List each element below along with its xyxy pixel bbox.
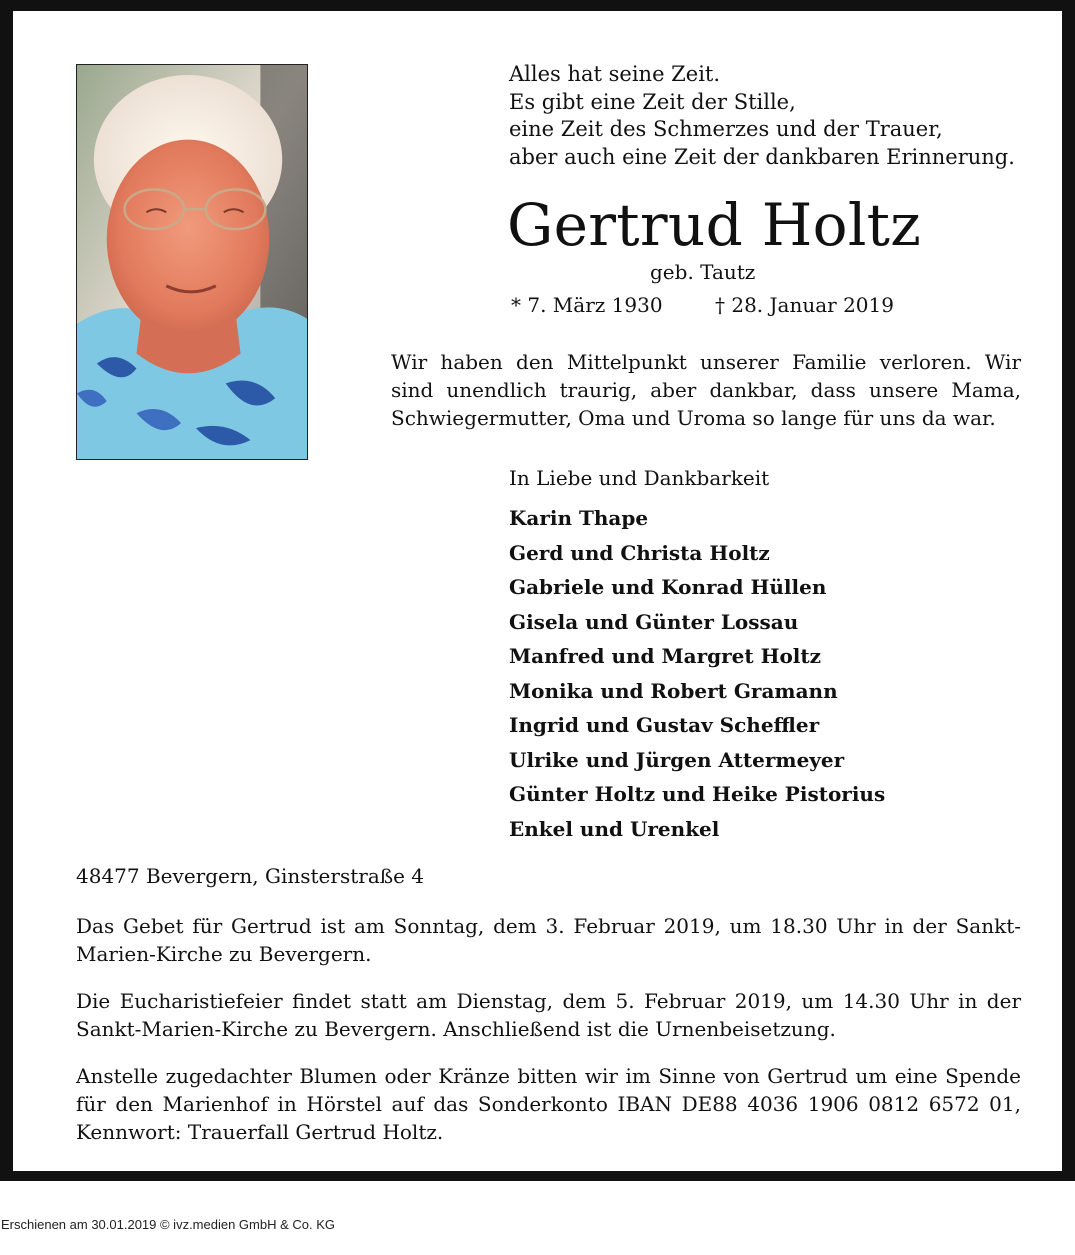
deceased-name: Gertrud Holtz (507, 191, 922, 259)
mourner-item: Ingrid und Gustav Scheffler (509, 713, 820, 737)
mourner-list (509, 501, 885, 846)
mourner-item: Günter Holtz und Heike Pistorius (509, 782, 886, 806)
portrait-icon (77, 65, 307, 459)
death-date: † 28. Januar 2019 (715, 293, 894, 317)
prayer-notice: Das Gebet für Gertrud ist am Sonntag, dem 3. Februar 2019, um 18.30 Uhr in der Sankt-Marien-Kirche zu Bevergern. (76, 914, 1021, 966)
mourner-item: Enkel und Urenkel (509, 816, 720, 841)
publication-footer: Erschienen am 30.01.2019 © ivz.medien GmbH & Co. KG (1, 1217, 336, 1232)
mourner-item: Ulrike und Jürgen Attermeyer (509, 747, 845, 772)
mourner-item: Manfred und Margret Holtz (509, 644, 821, 668)
closing-line: In Liebe und Dankbarkeit (509, 466, 770, 490)
portrait-photo (76, 64, 308, 460)
mourner-item: Karin Thape (509, 506, 649, 530)
mourner-item: Gabriele und Konrad Hüllen (509, 575, 827, 599)
verse (509, 61, 1015, 171)
maiden-name: geb. Tautz (650, 260, 756, 284)
birth-date: * 7. März 1930 (511, 293, 663, 317)
verse-line: aber auch eine Zeit der dankbaren Erinnerung. (509, 144, 1015, 169)
family-message: Wir haben den Mittelpunkt unserer Familie verloren. Wir sind unendlich traurig, aber dankbar, dass unsere Mama, Schwiegermutter, Oma und Uroma so lange für uns da war. (391, 350, 1021, 430)
verse-line: Alles hat seine Zeit. (509, 62, 721, 86)
mourner-item: Gerd und Christa Holtz (509, 540, 770, 565)
eucharist-notice: Die Eucharistiefeier findet statt am Dienstag, dem 5. Februar 2019, um 14.30 Uhr in der Sankt-Marien-Kirche zu Bevergern. Anschließend ist die Urnenbeisetzung. (76, 989, 1021, 1041)
mourner-item: Gisela und Günter Lossau (509, 609, 799, 634)
verse-line: Es gibt eine Zeit der Stille, (509, 89, 796, 114)
address: 48477 Bevergern, Ginsterstraße 4 (76, 864, 425, 888)
mourner-item: Monika und Robert Gramann (509, 678, 838, 703)
donation-notice: Anstelle zugedachter Blumen oder Kränze bitten wir im Sinne von Gertrud um eine Spende für den Marienhof in Hörstel auf das Sonderkonto IBAN DE88 4036 1906 0812 6572 01, Kennwort: Trauerfall Gertrud Holtz. (76, 1064, 1021, 1144)
verse-line: eine Zeit des Schmerzes und der Trauer, (509, 117, 943, 141)
